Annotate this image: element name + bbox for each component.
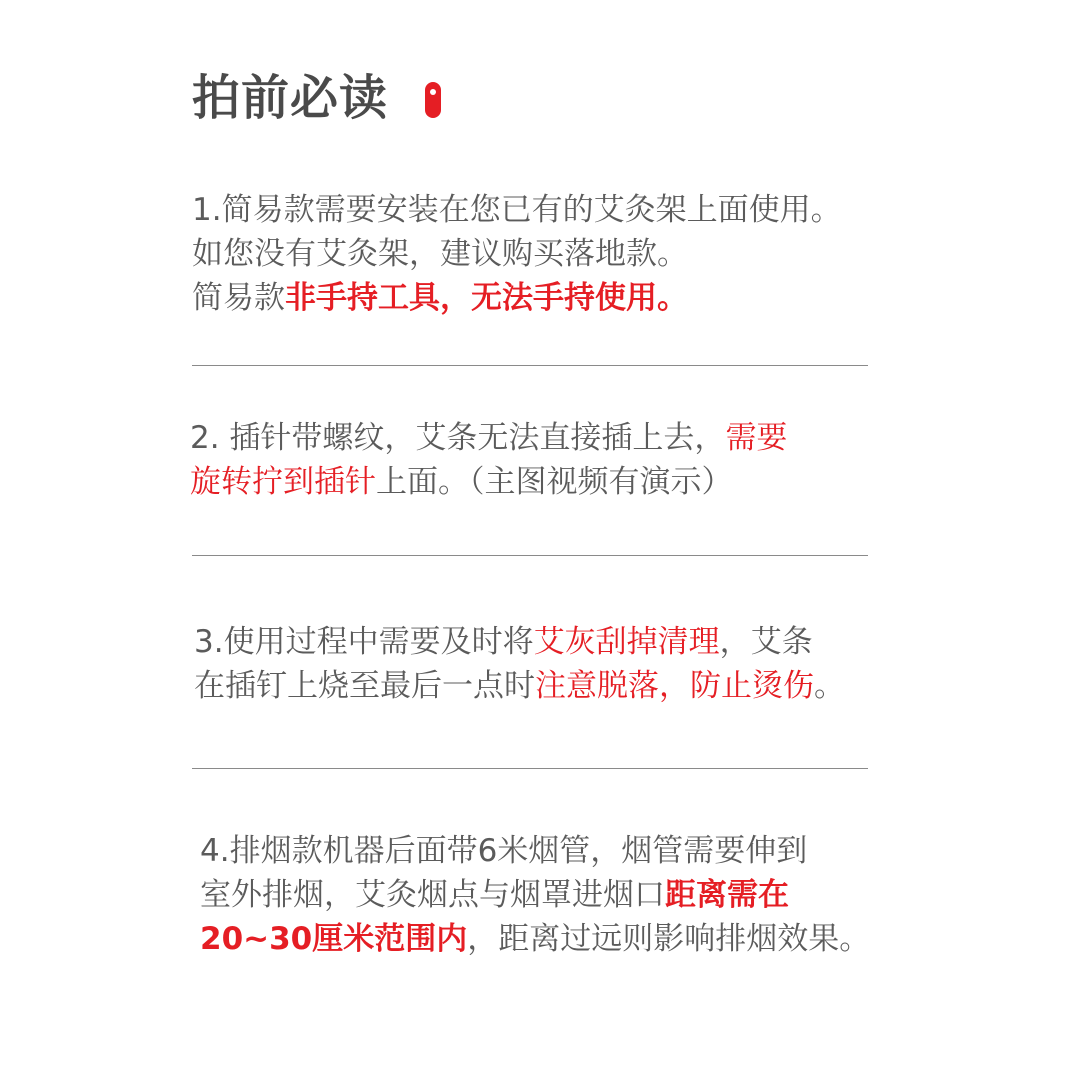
notice-3-line-1 — [194, 620, 845, 664]
notice-3-highlight-a: 艾灰刮掉清理 — [533, 624, 720, 660]
notice-1-line-2: 如您没有艾灸架，建议购买落地款。 — [192, 236, 688, 272]
notice-4-highlight-b: 20~30厘米范围内 — [200, 921, 468, 957]
notice-2-line-2-suffix: 上面。（主图视频有演示） — [376, 464, 733, 500]
divider-3 — [192, 768, 868, 769]
notice-item-4 — [200, 829, 870, 961]
page-title: 拍前必读 — [192, 70, 389, 126]
notice-4-line-3 — [200, 917, 870, 961]
notice-3-line-2-suffix: 。 — [814, 668, 845, 704]
notice-3-line-1-suffix: ，艾条 — [719, 624, 813, 660]
notice-3-highlight-b: 注意脱落，防止烫伤 — [535, 668, 814, 704]
notice-1-line-3-prefix: 简易款 — [192, 280, 285, 316]
notice-4-line-1: 4.排烟款机器后面带6米烟管，烟管需要伸到 — [200, 833, 808, 869]
notice-2-line-1 — [190, 416, 787, 460]
notice-2-highlight-a: 需要 — [725, 420, 788, 456]
notice-3-line-1-prefix: 3.使用过程中需要及时将 — [194, 624, 534, 660]
notice-1-highlight: 非手持工具，无法手持使用。 — [285, 280, 688, 316]
notice-item-3 — [194, 620, 845, 708]
notice-4-line-2-prefix: 室外排烟，艾灸烟点与烟罩进烟口 — [200, 877, 665, 913]
notice-2-line-1-prefix: 2. 插针带螺纹，艾条无法直接插上去， — [190, 420, 726, 456]
notice-1-line-1: 1.简易款需要安装在您已有的艾灸架上面使用。 — [192, 192, 842, 228]
notice-1-line-3 — [192, 276, 842, 320]
notice-2-highlight-b: 旋转拧到插针 — [190, 464, 376, 500]
notice-4-highlight-a: 距离需在 — [665, 877, 789, 913]
notice-3-line-2 — [194, 664, 845, 708]
notice-4-line-2 — [200, 873, 870, 917]
divider-1 — [192, 365, 868, 366]
notice-4-line-3-suffix: ，距离过远则影响排烟效果。 — [467, 921, 871, 957]
alert-pill-icon — [425, 82, 441, 118]
divider-2 — [192, 555, 868, 556]
notice-2-line-2 — [190, 460, 787, 504]
notice-3-line-2-prefix: 在插钉上烧至最后一点时 — [194, 668, 535, 704]
notice-item-1 — [192, 188, 842, 320]
notice-item-2 — [190, 416, 787, 504]
